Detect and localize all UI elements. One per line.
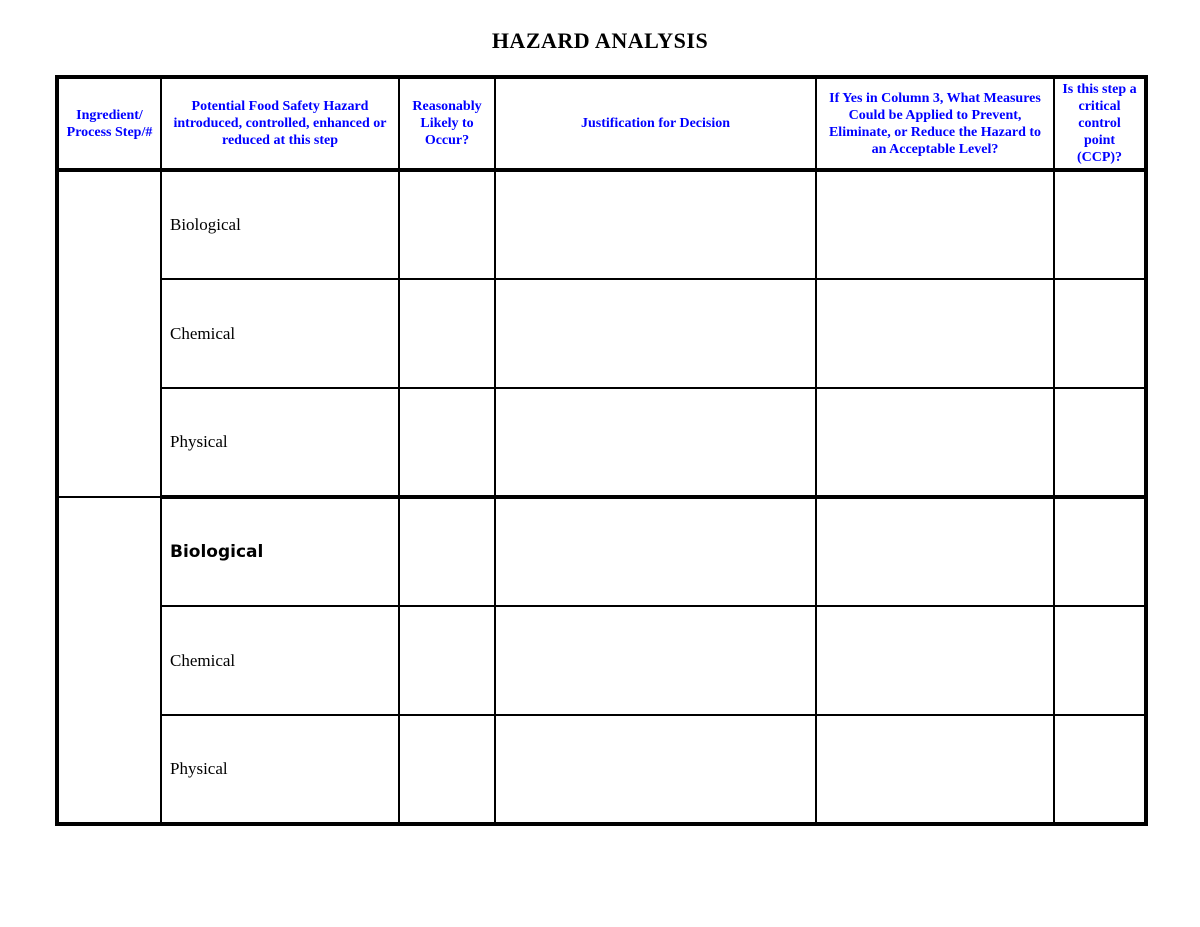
measures-cell[interactable] — [816, 715, 1054, 824]
hazard-type-cell: Biological — [161, 170, 399, 279]
table-row — [57, 715, 1146, 824]
ccp-cell[interactable] — [1054, 497, 1146, 606]
header-ingredient-step: Ingredient/ Process Step/# — [57, 77, 161, 170]
justification-cell[interactable] — [495, 170, 816, 279]
ccp-cell[interactable] — [1054, 388, 1146, 497]
ccp-cell[interactable] — [1054, 279, 1146, 388]
hazard-type-cell: Chemical — [161, 606, 399, 715]
justification-cell[interactable] — [495, 606, 816, 715]
hazard-type-cell: Physical — [161, 388, 399, 497]
hazard-type-cell: Physical — [161, 715, 399, 824]
measures-cell[interactable] — [816, 170, 1054, 279]
likely-cell[interactable] — [399, 279, 495, 388]
likely-cell[interactable] — [399, 497, 495, 606]
measures-cell[interactable] — [816, 388, 1054, 497]
ccp-cell[interactable] — [1054, 606, 1146, 715]
justification-cell[interactable] — [495, 279, 816, 388]
document-title: HAZARD ANALYSIS — [491, 28, 709, 53]
likely-cell[interactable] — [399, 170, 495, 279]
table-row — [57, 279, 1146, 388]
table-row — [57, 606, 1146, 715]
likely-cell[interactable] — [399, 715, 495, 824]
hazard-type-cell: Biological — [161, 497, 399, 606]
hazard-analysis-table — [55, 75, 1148, 826]
header-reasonably-likely: Reasonably Likely to Occur? — [399, 77, 495, 170]
table-row — [57, 170, 1146, 279]
table-row — [57, 388, 1146, 497]
step-cell[interactable] — [57, 497, 161, 824]
measures-cell[interactable] — [816, 606, 1054, 715]
header-potential-hazard: Potential Food Safety Hazard introduced, controlled, enhanced or reduced at this step — [161, 77, 399, 170]
justification-cell[interactable] — [495, 497, 816, 606]
step-cell[interactable] — [57, 170, 161, 497]
table-row — [57, 497, 1146, 606]
ccp-cell[interactable] — [1054, 170, 1146, 279]
header-justification: Justification for Decision — [495, 77, 816, 170]
ccp-cell[interactable] — [1054, 715, 1146, 824]
justification-cell[interactable] — [495, 715, 816, 824]
likely-cell[interactable] — [399, 606, 495, 715]
hazard-type-cell: Chemical — [161, 279, 399, 388]
header-control-measures: If Yes in Column 3, What Measures Could be Applied to Prevent, Eliminate, or Reduce the Hazard to an Acceptable Level? — [816, 77, 1054, 170]
header-ccp: Is this step a critical control point (CCP)? — [1054, 77, 1146, 170]
measures-cell[interactable] — [816, 279, 1054, 388]
justification-cell[interactable] — [495, 388, 816, 497]
likely-cell[interactable] — [399, 388, 495, 497]
table-header-row — [57, 77, 1146, 170]
measures-cell[interactable] — [816, 497, 1054, 606]
